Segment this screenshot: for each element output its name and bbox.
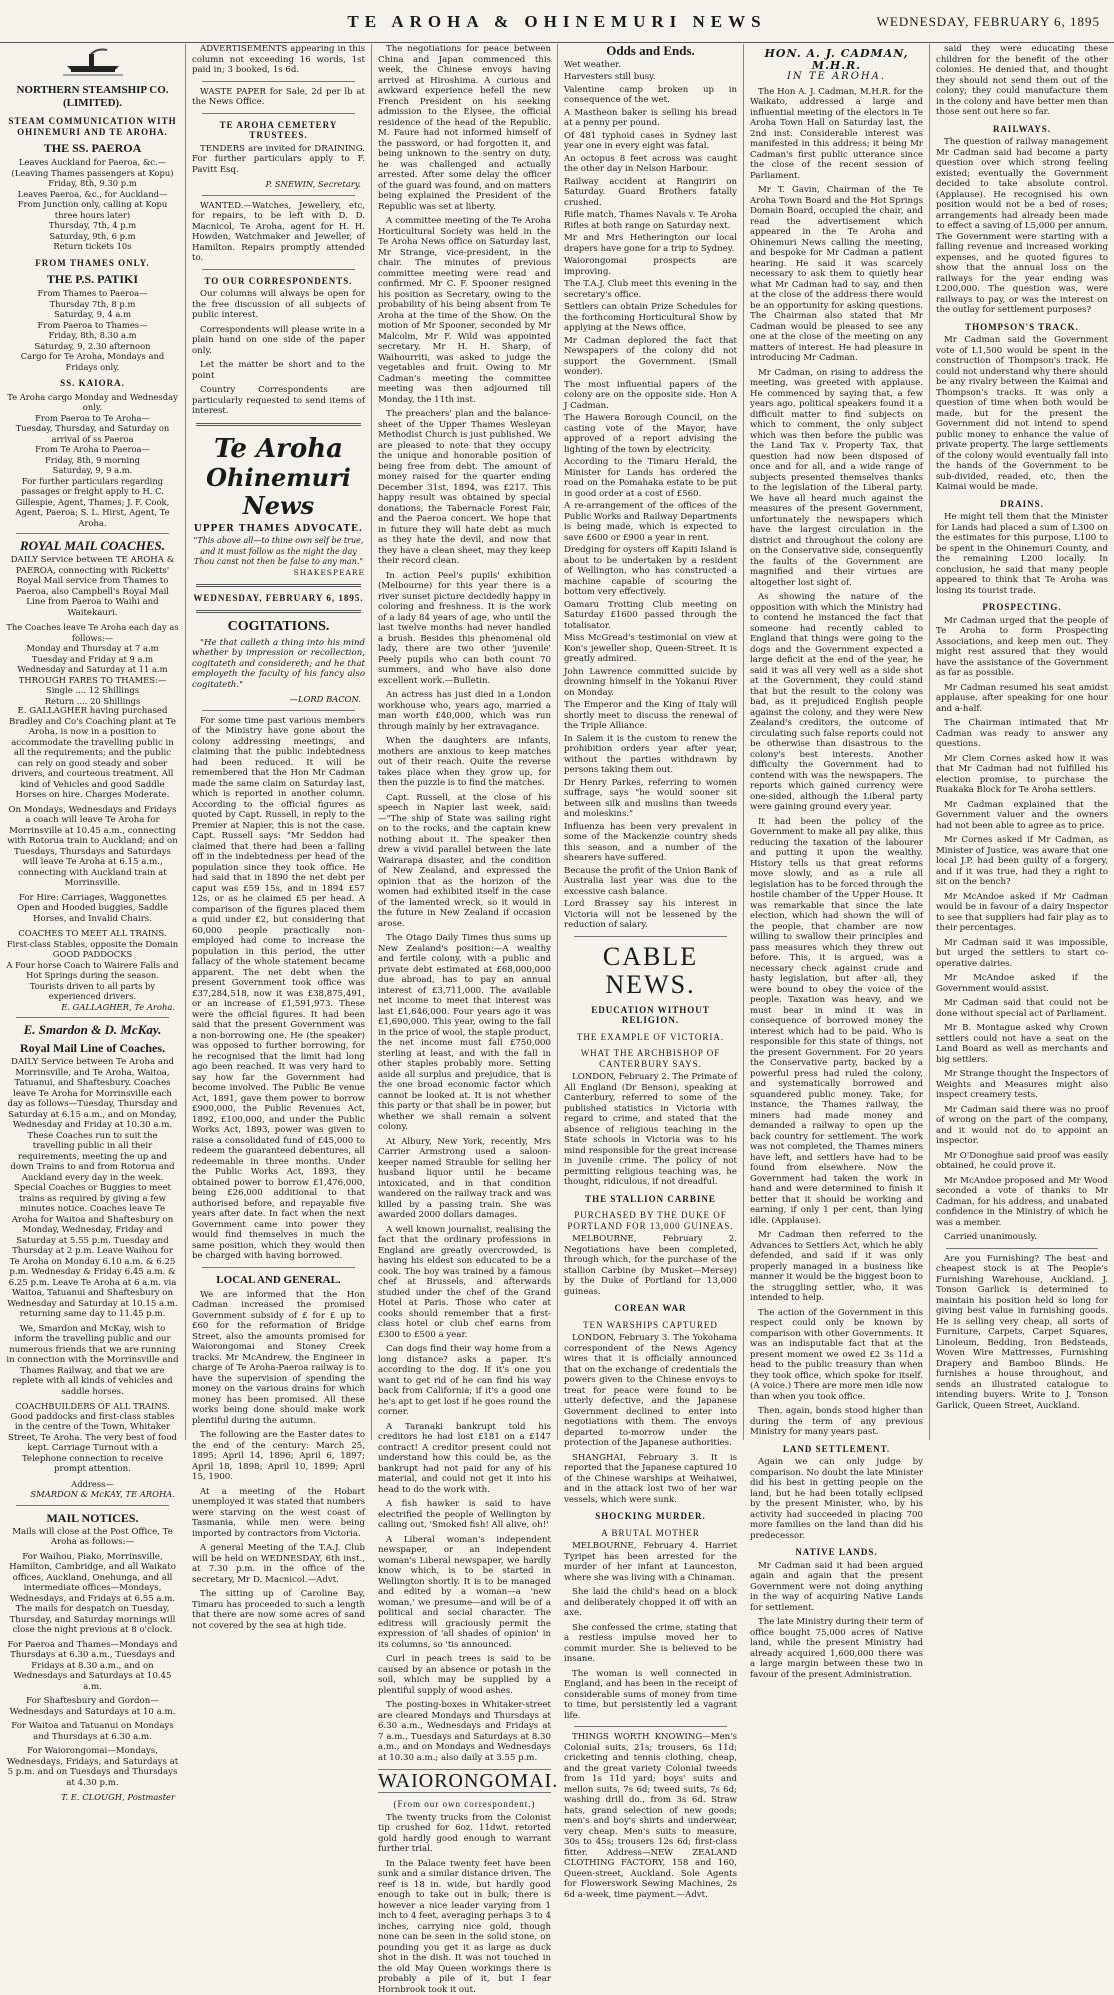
- ad-paragraph: DAILY Service between TE AROHA & PAEROA, connecting with Ricketts' Royal Mail service from Thames to Paeroa, also Campbell's Royal Mail Line from Paeroa to Waihi and Waitekauri.: [6, 555, 179, 618]
- schedule-line: Saturday, 9, 4 a.m: [6, 309, 179, 320]
- schedule-line: From Junction only, calling at Kopu: [6, 199, 179, 210]
- schedule-line: Saturday, 9, 9 a.m.: [6, 465, 179, 476]
- article-paragraph: Again we can only judge by comparison. No doubt the late Minister did his best in getting people on the land, but he had been totally eclipsed by the present Minister, who, by his activity had succeeded in placing 700 more families on the land than did his predecessor.: [750, 1457, 923, 1541]
- odds-item: Harvesters still busy.: [564, 72, 737, 83]
- prospecting-heading: PROSPECTING.: [936, 602, 1108, 613]
- murder-subheading: A BRUTAL MOTHER: [564, 1528, 737, 1539]
- ad-line: Wednesday and Saturday at 11 a.m: [6, 664, 179, 675]
- odds-ends-heading: Odds and Ends.: [564, 46, 737, 57]
- corean-heading: COREAN WAR: [564, 1303, 737, 1314]
- steam-communication: STEAM COMMUNICATION WITH OHINEMURI AND TE AROHA.: [6, 116, 179, 137]
- schedule-line: Te Aroha cargo Monday and Wednesday only.: [6, 392, 179, 413]
- column-1: [0, 44, 185, 1440]
- schedule-line: From Thames to Paeroa—: [6, 288, 179, 299]
- column-2: [185, 44, 371, 1440]
- column-4: [557, 44, 743, 1440]
- odds-item: Lord Brassey say his interest in Victoria will not be lessened by the reduction of salary.: [564, 899, 737, 931]
- furnishing-ad: Are you Furnishing? The best and cheapest stock is at The People's Furnishing Warehouse, Auckland. J. Tonson Garlick is determined to maintain his position held so long for giving best value in furnishing goods. He is selling very cheap, all sorts of Furniture, Carpets, Carpet Squares, Linoleum, Bedding, Iron Bedsteads, Woven Wire Mattresses, Furnishing Drapery and Bamboo Blinds. He furnishes a house throughout, and sends an illustrated catalogue to intending buyers. Write to J. Tonson Garlick, Queen Street, Auckland.: [936, 1254, 1108, 1412]
- schedule-line: Friday, 8th, 8.30 a.m: [6, 330, 179, 341]
- murder-paragraph: MELBOURNE, February 4. Harriet Tyripet has been arrested for the murder of her infant at Launceston, where she was living with a Chinaman.: [564, 1541, 737, 1583]
- notice-paragraph: Mails will close at the Post Office, Te Aroha as follows:—: [6, 1527, 179, 1548]
- correspondents-heading: TO OUR CORRESPONDENTS.: [192, 276, 365, 287]
- odds-item: The Emperor and the King of Italy will shortly meet to discuss the renewal of the Triple Alliance.: [564, 700, 737, 732]
- ad-line: COACHBUILDERS OF ALL TRAINS.: [6, 1401, 179, 1412]
- article-paragraph: Mr Cadman resumed his seat amidst applause, after speaking for one hour and a-half.: [936, 683, 1108, 715]
- news-paragraph: At Albury, New York, recently, Mrs Carrier Armstrong used a saloon-keeper named Strauble for selling her husband liquor until he became intoxicated, and in that condition wandered on the railway track and was killed by a passing train. She was awarded 2000 dollars damages.: [378, 1137, 551, 1221]
- schedule-line: Leaves Auckland for Paeroa, &c.—: [6, 157, 179, 168]
- ad-line: GOOD PADDOCKS: [6, 949, 179, 960]
- cable-paragraph: LONDON, February 2. The Primate of All England (Dr Benson), speaking at Canterbury, referred to some of the published statistics in Victoria with regard to crime, and stated that the absence of religious teaching in the State schools in Victoria was to his mind responsible for the great increase in juvenile crime. The policy of not permitting religious teaching was, he thought, ridiculous, if not dreadful.: [564, 1072, 737, 1188]
- odds-item: John Lawrence committed suicide by drowning himself in the Yokanui River on Monday.: [564, 667, 737, 699]
- notice-paragraph: For Waitoa and Tatuanui on Mondays and Thursdays at 6.30 a.m.: [6, 1721, 179, 1742]
- steamship-icon: [63, 48, 123, 78]
- newspaper-nameplate: [192, 434, 365, 579]
- stallion-paragraph: MELBOURNE, February 2. Negotiations have been completed, through which, for the purchase of the stallion Carbine (by Musket—Mersey) by the Duke of Portland for 13,000 guineas.: [564, 1234, 737, 1297]
- odds-item: Oamaru Trotting Club meeting on Saturday £1600 passed through the totalisator.: [564, 600, 737, 632]
- columns: [0, 44, 1114, 1440]
- odds-item: A Mastheon baker is selling his bread at a penny per pound.: [564, 108, 737, 129]
- land-settlement-heading: LAND SETTLEMENT.: [750, 1444, 923, 1455]
- odds-item: An octopus 8 feet across was caught the other day in Nelson Harbour.: [564, 154, 737, 175]
- article-paragraph: Mr B. Montague asked why Crown settlers could not have a seat on the Land Board as well as merchants and big settlers.: [936, 1023, 1108, 1065]
- corean-paragraph: SHANGHAI, February 3. It is reported that the Japanese captured 10 of the Chinese warships at Weihaiwei, and in the attack lost two of her war vessels, which were sunk.: [564, 1453, 737, 1506]
- schedule-line: Thursday, 7th, 4 p.m: [6, 220, 179, 231]
- article-paragraph: Mr Cornes asked if Mr Cadman, as Minister of Justice, was aware that one local J.P. had been guilty of a forgery, and if it was true, had they a right to sit on the bench?: [936, 835, 1108, 888]
- article-paragraph: Then, again, bonds stood higher than during the term of any previous Ministry for many years past.: [750, 1406, 923, 1438]
- odds-item: A re-arrangement of the offices of the Public Works and Railway Departments is being made, which is expected to save £600 or £900 a year in rent.: [564, 501, 737, 543]
- ad-paragraph: We, Smardon and McKay, wish to inform the travelling public and our numerous friends that we are running in connection with the Morrinsville and Thames Railway, and that we are replete with all kinds of vehicles and saddle horses.: [6, 1324, 179, 1398]
- gallagher-signature: E. GALLAGHER, Te Aroha.: [6, 1002, 175, 1013]
- cogitations-quote: "He that calleth a thing into his mind whether by impression or recollection, cogitateth and considereth; and he that employeth the faculty of his fancy also cogitateth.": [192, 638, 365, 691]
- stallion-subheading: PURCHASED BY THE DUKE OF PORTLAND FOR 13,000 GUINEAS.: [564, 1210, 737, 1231]
- patiki-schedule: [6, 288, 179, 372]
- schedule-line: three hours later): [6, 210, 179, 221]
- article-paragraph: The late Ministry during their term of office bought 75,000 acres of Native land, while the present Ministry had already acquired 1,600,000 there was a large margin between these two in favour of the present Administration.: [750, 1617, 923, 1680]
- masthead-title: TE AROHA & OHINEMURI NEWS: [0, 12, 1114, 32]
- odds-item: Influenza has been very prevalent in some of the Mackenzie country sheds this season, and a number of the shearers have suffered.: [564, 822, 737, 864]
- odds-item: Rifle match, Thames Navals v. Te Aroha Rifles at both range on Saturday next.: [564, 210, 737, 231]
- article-paragraph: Mr T. Gavin, Chairman of the Te Aroha Town Board and the Hot Springs Domain Board, occupied the chair, and read the advertisement which appeared in the Te Aroha and Ohinemuri News calling the meeting, and bespoke for Mr Cadman a patient hearing. He said it was scarcely necessary to ask them to quietly hear what Mr Cadman had to say, and then at the close of the address there would be an opportunity for asking questions. The Chairman also stated that Mr Cadman would be pleased to see any one at the close of the meeting on any matters of interest. He had pleasure in introducing Mr Cadman.: [750, 185, 923, 364]
- article-paragraph: The action of the Government in this respect could only be known by comparison with other Governments. It was an indisputable fact that at the present moment we owed £2 3s 11d a head to the public treasury than when they took office, which spoke for itself. (A voice.) There are more men idle now than when you took office.: [750, 1308, 923, 1403]
- cogitations-article: For some time past various members of the Ministry have gone about the colony addressing meetings, and claiming that the public indebtedness had been reduced. It will be remembered that the Hon Mr Cadman made the same claim on Saturday last, which is reported in another column. According to the official figures as quoted by Capt. Russell, in reply to the Premier at Napier, this is not the case. Capt. Russell says: "Mr Seddon had claimed that there had been a falling off in the indebtedness per head of the population since they took office. He had said that in 1890 the net debt per caput was £59 15s, and in 1894 £57 12s, or as he claimed £5 per head. A comparison of the figures placed them a quid under £2, but considering that 60,000 people practically non-employed had come to increase the population in this period, the utter fallacy of the whole statement became apparent. The net debt when the present Government took office was £37,284,518, now it was £38,875,491, or an increase of £1,591,973. These were the official figures. It had been said that the present Government was a non-borrowing one. He (the speaker) was opposed to further borrowing, for he recognised that the limit had long ago been reached. It was very hard to say how far the Government had become involved. The Public Be venue Act, 1891, gave them power to borrow £900,000, the Public Revenues Act, 1892, £100,000, and under the Public Works Act, 1893, power was given to raise a consolidated fund of £45,000 to redeem the guaranteed debentures, all redeemable in three months. Under the Public Works Act, 1893, they obtained power to borrow £1,476,000, being £26,000 additional to that authorised before, and repayable five years after date. In fact when the next Government came into power they would find themselves in much the same position, which they would then be charged with having borrowed.: [192, 716, 365, 1262]
- smardon-subheading: Royal Mail Line of Coaches.: [6, 1041, 179, 1055]
- odds-item: Settlers can obtain Prize Schedules for the forthcoming Horticultural Show by applying at the News office.: [564, 302, 737, 334]
- cemetery-heading: TE AROHA CEMETERY TRUSTEES.: [192, 120, 365, 141]
- correspondents-line: Country Correspondents are particularly requested to send items of interest.: [192, 385, 365, 417]
- thompsons-track-heading: THOMPSON'S TRACK.: [936, 322, 1108, 333]
- odds-item: Dredging for oysters off Kapiti Island is about to be undertaken by a resident of Wellington, who has constructed a machine capable of scouring the bottom very effectively.: [564, 545, 737, 598]
- masthead-date: WEDNESDAY, FEBRUARY 6, 1895: [877, 14, 1100, 30]
- nameplate-line-1: Te Aroha: [192, 434, 365, 464]
- waiorongomai-paragraph: In the Palace twenty feet have been sunk and a similar distance driven. The reef is 18 in. wide, but hardly good enough to take out in bulk; there is however a nice leader varying from 1 inch to 4 feet, averaging perhaps 3 to 4 inches, carrying nice gold, though none can be seen in the solid stone, on pounding you get it as large as duck shot in the dish. It was not touched in the old May Queen workings there is probably a pile of it, but I fear Hornbrook took it out.: [378, 1859, 551, 1995]
- stallion-heading: THE STALLION CARBINE: [564, 1194, 737, 1205]
- article-paragraph: Mr Cadman said it was impossible, but urged the settlers to start co-operative dairies.: [936, 938, 1108, 970]
- cable-subheading: WHAT THE ARCHBISHOP OF CANTERBURY SAYS.: [564, 1048, 737, 1069]
- clothing-ad: THINGS WORTH KNOWING—Men's Colonial suits, 21s; trousers, 6s 11d; cricketing and tennis clothing, cheap, and the great variety Colonial tweeds from 1s 11d yard; boys' suits and mellon suits, 7s 6d; tweed suits, 7s 6d; washing drill do., from 3s 6d. Straw hats, grand selection of new goods; men's and boy's shirts and underwear, very cheap. Men's suits to measure, 30s to 45s; trousers 12s 6d; first-class fitter. Address—NEW ZEALAND CLOTHING FACTORY, 158 and 160, Queen-street, Auckland. Sole Agents for Flowerswork Sewing Machines, 2s 6d a-week, time payment.—Advt.: [564, 1732, 737, 1900]
- schedule-line: Friday, 8th, 9.30 p.m: [6, 178, 179, 189]
- article-paragraph: Mr Cadman explained that the Government valuer and the owners had not been able to agree as to price.: [936, 800, 1108, 832]
- article-paragraph: Mr Cadman then referred to the Advances to Settlers Act, which he ably defended, and said if it was only properly managed in a business like manner it would be the biggest boon to the struggling settler, who, it was intended to help.: [750, 1230, 923, 1304]
- odds-item: Dr Henry Parkes, referring to women suffrage, says "he would sooner sit between silk and muslins than tweeds and moleskins.": [564, 778, 737, 820]
- correspondents-line: Our columns will always be open for the free discussion of all subjects of public interest.: [192, 289, 365, 321]
- correspondents-line: Correspondents will please write in a plain hand on one side of the paper only.: [192, 325, 365, 357]
- ad-paragraph: Good paddocks and first-class stables in the centre of the Town, Whitaker Street, Te Aroha. The very best of food kept. Carriage Turnout with a Telephone connection to receive prompt attention.: [6, 1412, 179, 1475]
- local-paragraph: A general Meeting of the T.A.J. Club will be held on WEDNESDAY, 6th inst., at 7.30 p.m. in the office of the secretary, Mr D. Macnicol.—Advt.: [192, 1543, 365, 1585]
- cable-news-heading: CABLE NEWS.: [564, 943, 737, 999]
- odds-item: In Salem it is the custom to renew the prohibition orders year after year, without the parties withdrawn by persons taking them out.: [564, 734, 737, 776]
- native-lands-heading: NATIVE LANDS.: [750, 1547, 923, 1558]
- article-paragraph: Mr Strange thought the Inspectors of Weights and Measures might also inspect creamery tests.: [936, 1069, 1108, 1101]
- cogitations-attribution: —LORD BACON.: [192, 694, 361, 705]
- odds-item: The most influential papers of the colony are on the opposite side. Hon A J Cadman.: [564, 380, 737, 412]
- odds-item: Waiorongomai prospects are improving.: [564, 256, 737, 277]
- odds-item: The T.A.J. Club meet this evening in the secretary's office.: [564, 279, 737, 300]
- article-paragraph: Mr Cadman said the Government vote of L1,500 would be spent in the construction of Thompson's track. He could not understand why there should be any rivalry between the Kaimai and Thompson's tracks. It was only a question of time when both would be made, but for the present the Government did not intend to spend public money to enhance the value of private property. The large settlements of the colony would eventually fall into the hands of the Government to be sub-divided, readed, etc, then the Kaimai would be made.: [936, 335, 1108, 493]
- postmaster-signature: T. E. CLOUGH, Postmaster: [6, 1792, 175, 1803]
- murder-paragraph: She laid the child's head on a block and deliberately chopped it off with an axe.: [564, 1587, 737, 1619]
- news-paragraph: A Taranaki bankrupt told his creditors he had lost £181 on a £147 contract! A creditor present could not understand how this could be, as the bankrupt had not paid for any of his material, and could not get it into his head to do the work with.: [378, 1422, 551, 1496]
- kaiora-schedule: [6, 392, 179, 529]
- news-paragraph: The Otago Daily Times thus sums up New Zealand's position:—A wealthy and fertile colony, with a public and private debt estimated at £68,000,000 due abroad, has to pay an annual interest of £3,711,000. The available net income to meet that interest was last £1,646,000. Four years ago it was £1,690,000. This year, owing to the fall in the price of wool, the staple product, the net income must fall £750,000 sterling at least, and with the fall in other staples probably more. Setting aside all surplus and prejudice, that is the one broad economic factor which cannot be looked at. It is not whether this party or that shall be in power, but whether we shall remain a solvent colony.: [378, 933, 551, 1133]
- odds-item: Railway accident at Rangiriri on Saturday. Guard Brothers fatally crushed.: [564, 177, 737, 209]
- news-paragraph: A committee meeting of the Te Aroha Horticultural Society was held in the Te Aroha News office on Saturday last, Mr Strange, vice-president, in the chair. The minutes of previous committee meeting were read and confirmed. Mr C. F. Spooner resigned his position as Secretary, owing to the probability of his being absent from Te Aroha at the time of the Show. On the motion of Mr Spooner, seconded by Mr Malcolm, Mr F. Wild was appointed secretary. Mr H. H. Sharp, of Waihourriti, was asked to judge the vegetables and fruit. Owing to Mr Cadman's meeting the committee meeting was then adjourned till Monday, the 11th inst.: [378, 216, 551, 405]
- article-paragraph: Mr Cadman said that could not be done without special act of Parliament.: [936, 998, 1108, 1019]
- article-paragraph: The Chairman intimated that Mr Cadman was ready to answer any questions.: [936, 718, 1108, 750]
- cemetery-signature: P. SNEWIN, Secretary.: [192, 179, 361, 190]
- cable-subheading: THE EXAMPLE OF VICTORIA.: [564, 1032, 737, 1043]
- article-paragraph: Mr McAndoe proposed and Mr Wood seconded a vote of thanks to Mr Cadman, for his address, and unabated confidence in the Ministry of which he was a member.: [936, 1176, 1108, 1229]
- news-paragraph: The preachers' plan and the balance-sheet of the Upper Thames Wesleyan Methodist Church is just published. We are pleased to note that they occupy the unique and honorable position of being free from debt. The amount of money raised for the quarter ending December 31st, 1894, was £217. This happy result was obtained by special donations, the Tabernacle Forest Fair, and the Paeroa concert. We hope that in future they will hate debt as much as they hate the devil, and now that they have a clean sheet, may they keep their record clean.: [378, 409, 551, 567]
- schedule-line: (Leaving Thames passengers at Kopu): [6, 168, 179, 179]
- nameplate-quote: "This above all—to thine own self be true, and it must follow as the night the day Thou canst not then be false to any man.": [192, 536, 365, 568]
- waiorongomai-heading: WAIORONGOMAI.: [378, 1769, 551, 1793]
- corean-paragraph: LONDON, February 3. The Yokohama correspondent of the News Agency wires that it is officially announced that on the exchange of credentials the powers given to the Chinese envoys to treat for peace were found to be utterly defective, and the Japanese Government declined to enter into negotiations with them. The envoys departed to-morrow under the protection of the Japanese authorities.: [564, 1333, 737, 1449]
- notice-paragraph: For Paeroa and Thames—Mondays and Thursdays at 6.30 a.m., Tuesdays and Fridays at 8.30 a.m., and on Wednesdays and Saturdays at 10.45 a.m.: [6, 1640, 179, 1693]
- royal-mail-ad: [6, 555, 179, 1002]
- ad-line: A Four horse Coach to Wairere Falls and Hot Springs during the season.: [6, 960, 179, 981]
- article-paragraph: It had been the policy of the Government to make all pay alike, thus reducing the taxation of the labourer and putting it upon the wealthy. History tells us that great reforms move slowly, and as a rule all legislation has to be forced through the hostile chamber of the Upper House. It was remarkable that since the late election, which had shown the will of the people, that chamber are now willing to swallow their principles and pass measures which they threw out before. This, it is argued, was a necessary check against crude and hasty legislation, but after all, they were bound to obey the voice of the people. Taxation was heavy, and we must bear in mind it was in consequence of borrowed money the interest which had to be paid. Who is responsible for this state of things, not the present Government. For 20 years the Conservative party, backed by a powerful press had ruled the colony, and systematically borrowed and squandered public money. Take, for instance, the Thames railway, the miners had made money and demanded a railway to open up the back country for settlement. The work was not completed, the Thames miners have left, and settlers have had to be found from elsewhere. Now the Government had taken the work in hand and were determined to finish it better that it should be working and earning, if only 1 per cent, than lying idle. (Applause).: [750, 817, 923, 1227]
- article-paragraph: said they were educating these children for the benefit of the other colonies. He denied that, and thought they should not send them out of the colony; they could manufacture them in the colony and have better men than those sent out here so far.: [936, 44, 1108, 118]
- column-3: [371, 44, 557, 1440]
- ad-line: The Coaches leave Te Aroha each day as follows:—: [6, 622, 179, 643]
- ad-line: Return .... 20 Shillings: [6, 696, 179, 707]
- ad-line: Monday and Thursday at 7 a.m: [6, 643, 179, 654]
- steamship-title: NORTHERN STEAMSHIP CO. (LIMITED).: [6, 84, 179, 110]
- odds-item: Mr and Mrs Hetherington our local drapers have gone for a trip to Sydney.: [564, 233, 737, 254]
- smardon-ad: [6, 1057, 179, 1475]
- issue-date: WEDNESDAY, FEBRUARY 6, 1895.: [192, 593, 365, 604]
- cogitations-heading: COGITATIONS.: [192, 619, 365, 635]
- ad-paragraph: On Mondays, Wednesdays and Fridays a coach will leave Te Aroha for Morrinsville at 10.45 a.m., connecting with Rotorua train to Auckland; and on Tuesdays, Thursdays and Saturdays will leave Te Aroha at 6.15 a.m., connecting with Auckland train at Morrinsville.: [6, 805, 179, 889]
- ad-line: Tuesday and Friday at 9 a.m: [6, 654, 179, 665]
- waiorongomai-paragraph: The twenty trucks from the Colonist tip crushed for 6oz. 11dwt. retorted gold hardly good enough to warrant further trial.: [378, 1813, 551, 1855]
- mail-notices: [6, 1527, 179, 1789]
- local-paragraph: The sitting up of Caroline Bay, Timaru has proceeded to such a length that there are now some acres of sand not covered by the sea at high tide.: [192, 1589, 365, 1631]
- wanted-notice: WANTED.—Watches, Jewellery, etc, for repairs, to be left with D. D. Macnicol, Te Aroha, agent for H. H. Howden, Watchmaker and Jeweller, of Hamilton. Repairs promptly attended to.: [192, 201, 365, 264]
- notice-paragraph: For Waiorongomai—Mondays, Wednesdays, Fridays, and Saturdays at 5 p.m. and on Tuesdays and Thursdays at 4.30 p.m.: [6, 1746, 179, 1788]
- railways-heading: RAILWAYS.: [936, 124, 1108, 135]
- news-paragraph: A Liberal woman's independent newspaper, or an independent woman's Liberal newspaper, we hardly know which, is to be started in Wellington shortly. It is to be managed and edited by a woman—a 'new woman,' we presume—and will be of a political and social character. The editress will graciously permit the expression of 'all shades of opinion' in its columns, so 'tis announced.: [378, 1535, 551, 1651]
- murder-heading: SHOCKING MURDER.: [564, 1511, 737, 1522]
- royal-mail-heading: ROYAL MAIL COACHES.: [6, 539, 179, 553]
- schedule-line: Thursday 7th, 8 p.m: [6, 299, 179, 310]
- smardon-address: Address—: [6, 1479, 179, 1490]
- nameplate-line-2: Ohinemuri News: [192, 464, 365, 520]
- paeroa-heading: THE SS. PAEROA: [6, 141, 179, 155]
- odds-item: Wet weather.: [564, 60, 737, 71]
- news-paragraph: A well known journalist, realising the fact that the ordinary professions in England are greatly overcrowded, is having his eldest son educated to be a cook. The boy was trained by a famous chef at Brussels, and afterwards studied under the chef of the Grand Hotel at Paris. Those who cater at cooks should remember that a first-class hotel or club chef earns from £300 to £500 a year.: [378, 1225, 551, 1341]
- local-paragraph: The following are the Easter dates to the end of the century: March 25, 1895; April 14, 1896; April 6, 1897; April 18, 1898; April 10, 1899; April 15, 1900.: [192, 1430, 365, 1483]
- schedule-line: For further particulars regarding passages or freight apply to H. C. Gillespie, Agent, Thames; J. F. Cook, Agent, Paeroa; S. L. Hirst, Agent, Te Aroha.: [6, 476, 179, 529]
- article-paragraph: Mr Cadman said it had been argued again and again that the present Government were not doing anything in the way of acquiring Native Lands for settlement.: [750, 1561, 923, 1614]
- schedule-line: From Paeroa to Te Aroha—: [6, 413, 179, 424]
- schedule-line: Cargo for Te Aroha, Mondays and Fridays only.: [6, 351, 179, 372]
- article-paragraph: The Hon A. J. Cadman, M.H.R. for the Waikato, addressed a large and influential meeting of the electors in Te Aroha Town Hall on Saturday last, the 2nd inst. Considerable interest was manifested in this address; it being Mr Cadman's first public utterance since the close of the recent session of Parliament.: [750, 87, 923, 182]
- odds-item: Of 481 typhoid cases in Sydney last year one in every eight was fatal.: [564, 131, 737, 152]
- smardon-heading: E. Smardon & D. McKay.: [6, 1023, 179, 1037]
- article-paragraph: Mr Cadman urged that the people of Te Aroha to form Prospecting Associations, and keep men out. They might rest assured that they would have the assistance of the Government as far as possible.: [936, 616, 1108, 679]
- notice-paragraph: For Shaftesbury and Gordon—Wednesdays and Saturdays at 10 a.m.: [6, 1696, 179, 1717]
- ad-line: COACHES TO MEET ALL TRAINS.: [6, 928, 179, 939]
- ad-line: Tourists driven to all parts by experienced drivers.: [6, 981, 179, 1002]
- news-paragraph: Can dogs find their way home from a long distance? asks a paper. It's according to the dog. If it's one you want to get rid of he can find his way back from California; if it's a good one he's apt to get lost if he goes round the corner.: [378, 1344, 551, 1418]
- odds-item: Mr Cadman deplored the fact that Newspapers of the colony did not support the Government. (Small wonder).: [564, 336, 737, 378]
- news-paragraph: The posting-boxes in Whitaker-street are cleared Mondays and Thursdays at 6.30 a.m., Wednesdays and Fridays at 7 a.m., Tuesdays and Saturdays at 8.30 a.m., and on Mondays and Wednesdays at 10.30 a.m.; also daily at 3.55 p.m.: [378, 1700, 551, 1763]
- schedule-line: Return tickets 10s: [6, 241, 179, 252]
- waste-paper-notice: WASTE PAPER for Sale, 2d per lb at the News Office.: [192, 87, 365, 108]
- cadman-subheading: IN TE AROHA.: [750, 72, 923, 83]
- odds-item: Miss McGread's testimonial on view at Kon's jeweller shop, Queen-Street. It is greatly admired.: [564, 633, 737, 665]
- ad-paragraph: E. GALLAGHER having purchased Bradley and Co's Coaching plant at Te Aroha, is now in a position to accommodate the travelling public in all the requirements; and the public can rely on good steady and sober drivers, and courteous treatment. All kind of Vehicles and good Saddle Horses on hire. Charges Moderate.: [6, 706, 179, 801]
- local-general-heading: LOCAL AND GENERAL.: [192, 1274, 365, 1287]
- ad-paragraph: For Hire: Carriages, Waggonettes Open and Hooded buggies, Saddle Horses, and Invalid Chairs.: [6, 893, 179, 925]
- news-paragraph: A fish hawker is said to have electrified the people of Wellington by calling out, 'Smoked fish! All alive, oh!': [378, 1499, 551, 1531]
- odds-item: Valentine camp broken up in consequence of the wet.: [564, 85, 737, 106]
- schedule-line: From Te Aroha to Paeroa—: [6, 444, 179, 455]
- patiki-heading: THE P.S. PATIKI: [6, 272, 179, 286]
- murder-paragraph: She confessed the crime, stating that a restless impulse moved her to commit murder. She is believed to be insane.: [564, 1623, 737, 1665]
- article-paragraph: He might tell them that the Minister for Lands had placed a sum of L300 on the estimates for this purpose, L100 to be spent in the Ohinemuri County, and the remaining L200 locally. In conclusion, he said that many people appeared to think that Te Aroha was losing its tourist trade.: [936, 512, 1108, 596]
- column-5: [743, 44, 929, 1440]
- ad-line: THROUGH FARES TO THAMES:—: [6, 675, 179, 686]
- nameplate-attribution: SHAKESPEARE: [192, 568, 365, 579]
- waiorongomai-subheading: (From our own correspondent.): [378, 1799, 551, 1810]
- cable-subheading: EDUCATION WITHOUT RELIGION.: [564, 1005, 737, 1026]
- cadman-heading: HON. A. J. CADMAN, M.H.R.: [750, 48, 923, 72]
- schedule-line: Friday, 8th, 9 morning: [6, 455, 179, 466]
- local-paragraph: At a meeting of the Hobart unemployed it was stated that numbers were starving on the west coast of Tasmania, while men were being imported by contractors from Victoria.: [192, 1487, 365, 1540]
- odds-item: Because the profit of the Union Bank of Australia last year was due to the excessive cash balance.: [564, 866, 737, 898]
- schedule-line: Leaves Paeroa, &c., for Auckland—: [6, 189, 179, 200]
- paeroa-schedule: [6, 157, 179, 252]
- from-thames-heading: FROM THAMES ONLY.: [6, 258, 179, 269]
- schedule-line: Saturday, 9th, 6 p.m: [6, 231, 179, 242]
- masthead: [0, 0, 1114, 43]
- article-paragraph: Carried unanimously.: [936, 1232, 1108, 1243]
- odds-item: The Hawera Borough Council, on the casting vote of the Mayor, have approved of a report advising the lighting of the town by electricity.: [564, 413, 737, 455]
- kaiora-heading: SS. KAIORA.: [6, 378, 179, 389]
- odds-item: According to the Timaru Herald, the Minister for Lands has ordered the road on the Pomahaka estate to be put in good order at a cost of £560.: [564, 457, 737, 499]
- ad-line: First-class Stables, opposite the Domain: [6, 939, 179, 950]
- news-paragraph: Capt. Russell, at the close of his speech in Napier last week, said:—"The ship of State was sailing right on to the rocks, and the captain knew nothing about it. The speaker then drew a vivid parallel between the late Wairarapa disaster, and the condition of New Zealand, and expressed the opinion that as the horizon of the women had exhibited itself in the case of the lamented wreck, so it would in the future in New Zealand if occasion arose.: [378, 793, 551, 930]
- local-paragraph: We are informed that the Hon Cadman increased the promised Government subsidy of £ for £ up to £60 for the reformation of Bridge Street, also the amounts promised for Waiorongomai and Stoney Creek tracks. Mr McAndrew, the Engineer in charge of Te Aroha-Paeroa railway is to have the supervision of spending the money on the various drains for which money has been promised. All these works being done should make work plentiful during the autumn.: [192, 1290, 365, 1427]
- drains-heading: DRAINS.: [936, 499, 1108, 510]
- nameplate-tagline: UPPER THAMES ADVOCATE.: [192, 524, 365, 535]
- notice-paragraph: For Waihou, Piako, Morrinsville, Hamilton, Cambridge, and all Waikato offices, Auckland, Onehunga, and all intermediate offices—Mondays, Wednesdays, and Fridays at 6.55 a.m. The mails for despatch on Tuesday, Thursday, and Saturday mornings will close the night previous at 8 o'clock.: [6, 1552, 179, 1636]
- ad-paragraph: DAILY Service between Te Aroha and Morrinsville, and Te Aroha, Waitoa, Tatuanui, and Shaftesbury. Coaches leave Te Aroha for Morrinsville each day as follows—Tuesday, Thursday and Saturday at 6.15 a.m., and on Monday, Wednesday and Friday at 10.30 a.m. These Coaches run to suit the travelling public in all their requirements, meeting the up and down Trains to and from Rotorua and Auckland every day in the week. Special Coaches or Buggies to meet trains as required by giving a few minutes notice. Coaches leave Te Aroha for Waitoa and Shaftesbury on Monday, Wednesday, Friday and Saturday at 5.55 p.m. Tuesday and Thursday at 2 p.m. Leave Waihou for Te Aroha on Monday 6.10 a.m. & 6.25 p.m. Wednesday & Friday 6.45 a.m. & 6.25 p.m. Leave Te Aroha at 6 a.m. via Waitoa, Tatuanui and Shaftesbury on Wednesday and Saturday at 10.15 a.m. returning same day to 11.45 p.m.: [6, 1057, 179, 1320]
- smardon-signature: SMARDON & McKAY, TE AROHA.: [6, 1489, 175, 1500]
- column-6: [929, 44, 1114, 1440]
- corean-subheading: TEN WARSHIPS CAPTURED: [564, 1320, 737, 1331]
- news-paragraph: Curl in peach trees is said to be caused by an absence or potash in the soil, which may be supplied by a plentiful supply of wood ashes.: [378, 1654, 551, 1696]
- news-paragraph: In action Peel's pupils' exhibition (Melbourne) for this year there is a river sunset picture decidedly happy in coloring and freshness. It is the work of a lady 84 years of age, who until the last twelve months had never handled a brush. Besides this phenomenal old lady, there are two other 'juvenile' Peely pupils who can both count 70 summers, and who have also done excellent work.—Bulletin.: [378, 571, 551, 687]
- article-paragraph: Mr Clem Cornes asked how it was that Mr Cadman had not fulfilled his election promise, to purchase the Ruakaka Block for Te Aroha settlers.: [936, 754, 1108, 796]
- advertisements-notice: ADVERTISEMENTS appearing in this column not exceeding 16 words, 1st paid in; 3 booked, 1s 6d.: [192, 44, 365, 76]
- schedule-line: Saturday, 9, 2.30 afternoon: [6, 341, 179, 352]
- cemetery-notice: TENDERS are invited for DRAINING. For further particulars apply to F. Pavitt Esq.: [192, 144, 365, 176]
- murder-paragraph: The woman is well connected in England, and has been in the receipt of considerable sums of money from time to time, but persistently led a vagrant life.: [564, 1669, 737, 1722]
- article-paragraph: Mr Cadman, on rising to address the meeting, was greeted with applause. He commenced by saying that, a few years ago, political speakers found it a difficult matter to find subjects on which to comment, the only subject which was then before the public was the Land Tax v. Property Tax, that question had now been disposed of once and for all, and a wide range of subjects presented themselves thanks to the legislation of the Liberal party. We have all heard much against the measures of the present Government, unfortunately the newspapers which have the largest circulation in the district and throughout the colony are on the Conservative side, consequently the faults of the Government are magnified and their virtues are altogether lost sight of.: [750, 368, 923, 589]
- mail-notices-heading: MAIL NOTICES.: [6, 1511, 179, 1525]
- article-paragraph: Mr McAndoe asked if Mr Cadman would be in favour of a dairy Inspector to see that suppliers had fair play as to their percentages.: [936, 892, 1108, 934]
- schedule-line: Tuesday, Thursday, and Saturday on arrival of ss Paeroa: [6, 423, 179, 444]
- news-paragraph: An actress has just died in a London workhouse who, years ago, married a man worth £40,000, which was run through mainly by her extravagance.: [378, 690, 551, 732]
- news-paragraph: When the daughters are infants, mothers are anxious to keep matches out of their reach. Quite the reverse takes place when they grow up, for then the puzzle is to find the matches.: [378, 736, 551, 789]
- news-paragraph: The negotiations for peace between China and Japan commenced this week, the Chinese envoys having arrived at Hiroshima. A curious and awkward experience befell the new French President on his seeking admission to the Elysee, the official residence of the head of the Republic. M. Faure had not informed himself of the password, or had forgotten it, and being unknown to the sentry on duty, he was challenged and actually arrested. After some delay the officer of the guard was found, and on matters being explained the President of the Republic was set at liberty.: [378, 44, 551, 212]
- article-paragraph: The question of railway management Mr Cadman said had become a party question over which strong feeling existed; eventually the Government decided to take absolute control. (Applause). He recognised his own position would not be a bed of roses; arrangements had already been made to effect a saving of L5,000 per annum. The Government were starting with a falling revenue and increased working expenses, and he quoted figures to show that the annual loss on the railways for the year ending was L200,000. The question was, were railways to pay, or was the interest on the outlay for settlement purposes?: [936, 137, 1108, 316]
- article-paragraph: Mr Cadman said there was no proof of wrong on the part of the company, and it would not do to appoint an inspector.: [936, 1105, 1108, 1147]
- article-paragraph: As showing the nature of the opposition with which the Ministry had to contend he instanced the fact that someone had recently cabled to England that things were going to the dogs and the Government expected a large deficit at the end of the year, he said it was all very well as a side shot at the Government, they could stand that but the result to the colony was bad, as it prejudiced English people against the colony, and they were New Zealand's creditors, the outcome of circulating such false reports could not be otherwise than disastrous to the colony's best interests. Another difficulty the Government had to contend with was the newspapers. The reports which gained currency were one-sided, although the Liberal party were gaining ground every year.: [750, 592, 923, 813]
- article-paragraph: Mr O'Donoghue said proof was easily obtained, he could prove it.: [936, 1151, 1108, 1172]
- ad-line: Single .... 12 Shillings: [6, 685, 179, 696]
- article-paragraph: Mr McAndoe asked if the Government would assist.: [936, 973, 1108, 994]
- correspondents-line: Let the matter be short and to the point: [192, 360, 365, 381]
- schedule-line: From Paeroa to Thames—: [6, 320, 179, 331]
